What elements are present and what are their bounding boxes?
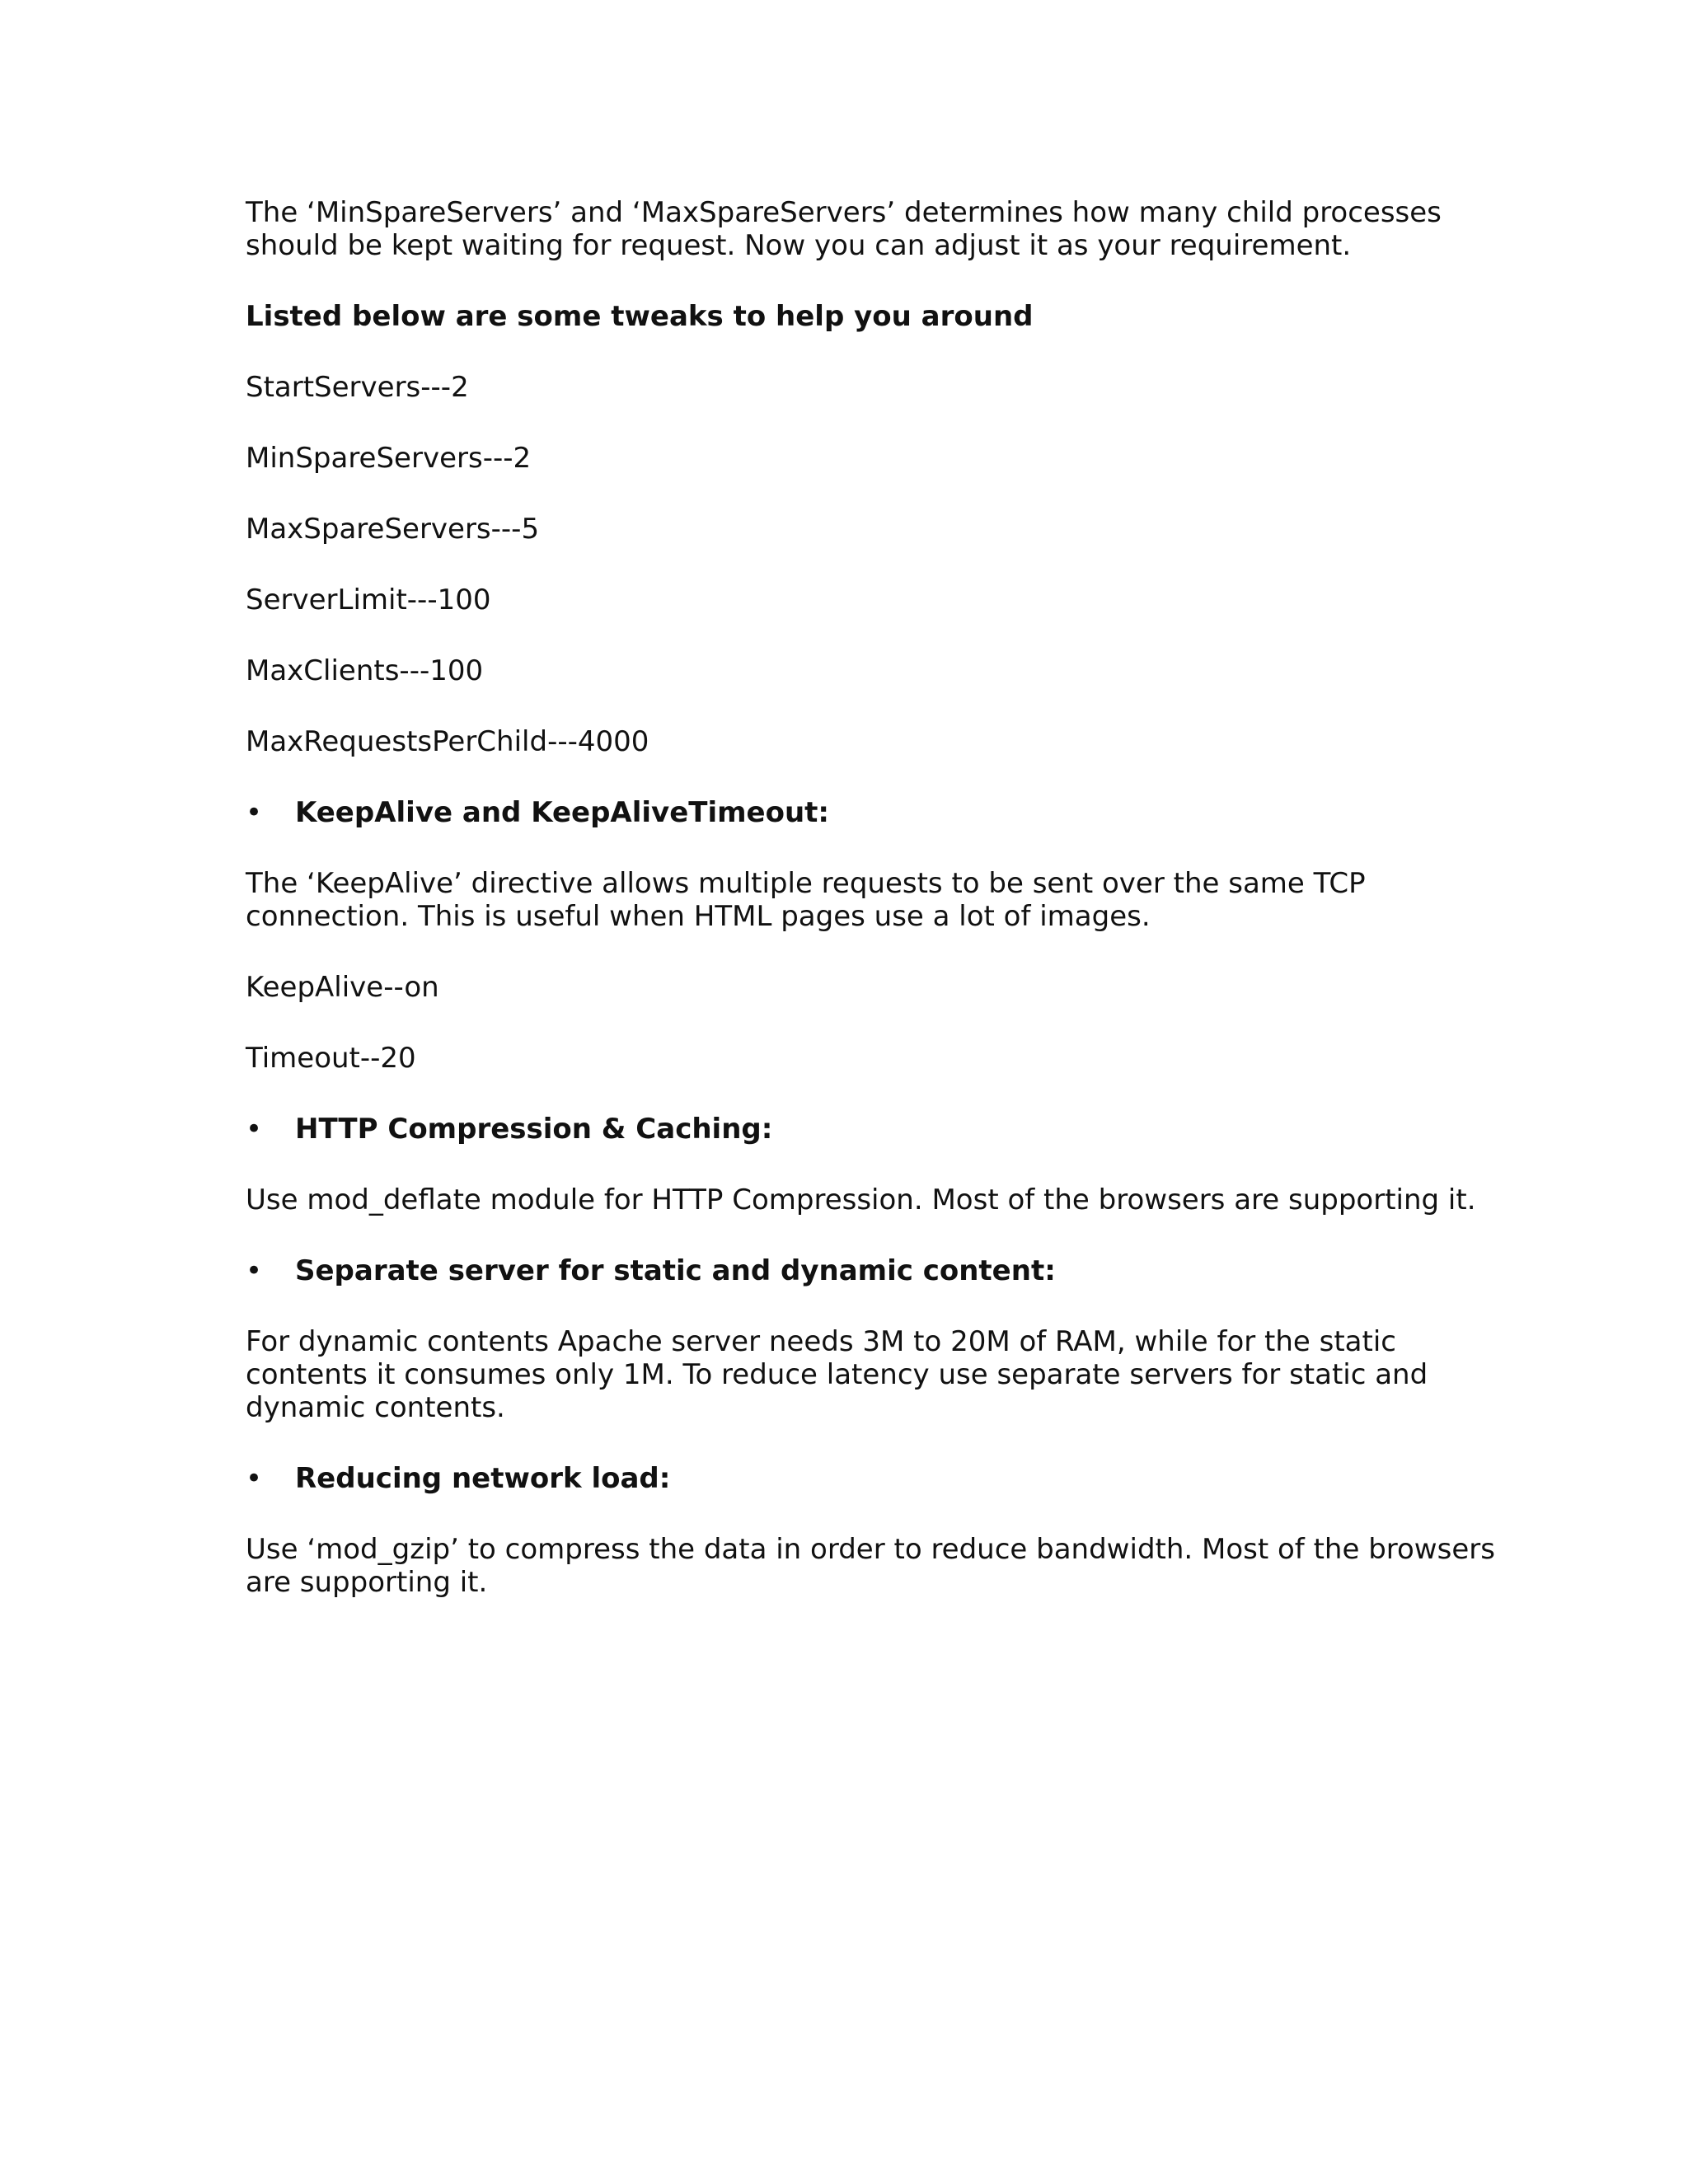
bullet-separate-server xyxy=(246,1254,1498,1287)
compression-heading: HTTP Compression & Caching: xyxy=(295,1113,773,1146)
intro-paragraph: The ‘MinSpareServers’ and ‘MaxSpareServers’ determines how many child processes should be kept waiting for request. Now you can adjust it as your requirement. xyxy=(246,196,1442,262)
setting-server-limit: ServerLimit---100 xyxy=(246,583,491,616)
keepalive-paragraph: The ‘KeepAlive’ directive allows multiple requests to be sent over the same TCP connection. This is useful when HTML pages use a lot of images. xyxy=(246,867,1366,933)
setting-min-spare-servers: MinSpareServers---2 xyxy=(246,442,532,475)
setting-start-servers: StartServers---2 xyxy=(246,371,469,404)
bullet-icon: • xyxy=(246,1113,263,1146)
document-body xyxy=(246,196,1498,1637)
keepalive-heading: KeepAlive and KeepAliveTimeout: xyxy=(295,796,830,829)
separate-server-paragraph: For dynamic contents Apache server needs 3M to 20M of RAM, while for the static contents it consumes only 1M. To reduce latency use separate servers for static and dynamic contents. xyxy=(246,1325,1428,1424)
setting-max-requests-per-child: MaxRequestsPerChild---4000 xyxy=(246,725,649,758)
setting-max-clients: MaxClients---100 xyxy=(246,654,484,687)
bullet-icon: • xyxy=(246,1462,263,1495)
network-load-paragraph: Use ‘mod_gzip’ to compress the data in order to reduce bandwidth. Most of the browsers are supporting it. xyxy=(246,1533,1495,1599)
bullet-icon: • xyxy=(246,796,263,829)
bullet-icon: • xyxy=(246,1254,263,1287)
setting-timeout: Timeout--20 xyxy=(246,1042,416,1075)
bullet-network-load xyxy=(246,1462,1498,1495)
compression-paragraph: Use mod_deflate module for HTTP Compression. Most of the browsers are supporting it. xyxy=(246,1183,1476,1216)
tweaks-heading: Listed below are some tweaks to help you around xyxy=(246,300,1034,333)
bullet-keepalive xyxy=(246,796,1498,829)
bullet-compression xyxy=(246,1113,1498,1146)
setting-max-spare-servers: MaxSpareServers---5 xyxy=(246,513,540,546)
network-load-heading: Reducing network load: xyxy=(295,1462,671,1495)
setting-keepalive: KeepAlive--on xyxy=(246,971,439,1004)
separate-server-heading: Separate server for static and dynamic content: xyxy=(295,1254,1056,1287)
